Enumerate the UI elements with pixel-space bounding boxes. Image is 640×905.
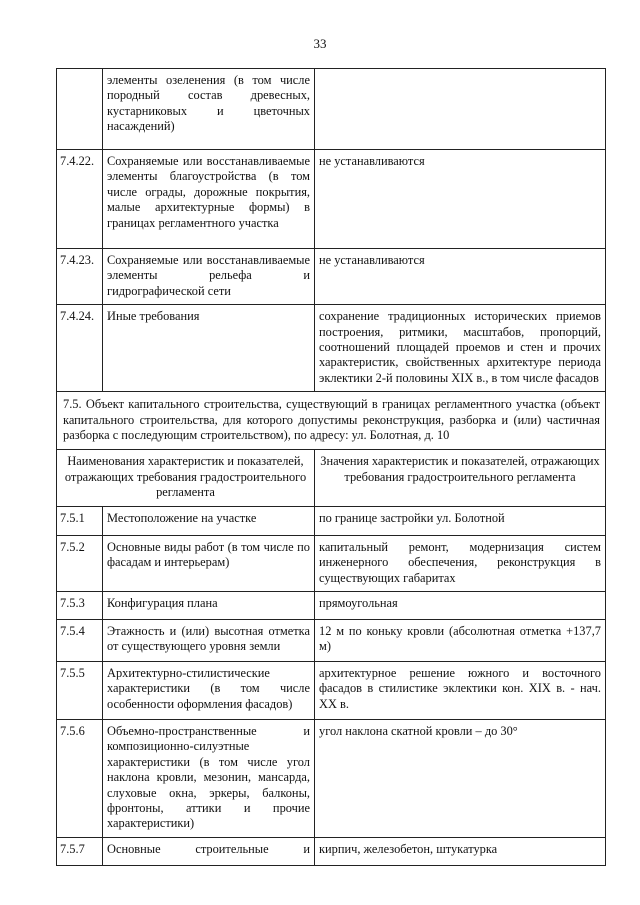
row-value: не устанавливаются <box>315 150 606 249</box>
row-value: капитальный ремонт, модернизация систем инженерного обеспечения, реконструкция в существующих габаритах <box>315 535 606 591</box>
table-row <box>57 661 606 719</box>
table-row <box>57 719 606 837</box>
table-row <box>57 150 606 249</box>
row-name: элементы озеленения (в том числе породный состав древесных, кустарниковых и цветочных насаждений) <box>103 69 315 150</box>
row-value: кирпич, железобетон, штукатурка <box>315 837 606 865</box>
row-value: угол наклона скатной кровли – до 30° <box>315 719 606 837</box>
row-number: 7.5.1 <box>57 506 103 535</box>
row-number: 7.5.5 <box>57 661 103 719</box>
row-name: Сохраняемые или восстанавливаемые элементы рельефа и гидрографической сети <box>103 249 315 305</box>
row-name: Иные требования <box>103 305 315 392</box>
page-number: 33 <box>313 36 327 51</box>
section-title: 7.5. Объект капитального строительства, существующий в границах регламентного участка (объект капитального строительства, для которого допустимы реконструкция, разборка и (или) частичная разборка с последующим строительством), по адресу: ул. Болотная, д. 10 <box>57 392 606 450</box>
row-value: не устанавливаются <box>315 249 606 305</box>
row-value <box>315 69 606 150</box>
table-row <box>57 69 606 150</box>
row-number: 7.5.7 <box>57 837 103 865</box>
row-name: Конфигурация плана <box>103 591 315 619</box>
row-number <box>57 69 103 150</box>
header-row <box>57 450 606 506</box>
row-number: 7.5.2 <box>57 535 103 591</box>
row-number: 7.5.6 <box>57 719 103 837</box>
table-row <box>57 506 606 535</box>
header-names: Наименования характеристик и показателей, отражающих требования градостроительного регламента <box>57 450 315 506</box>
table-row <box>57 535 606 591</box>
row-name: Этажность и (или) высотная отметка от существующего уровня земли <box>103 619 315 661</box>
row-name: Объемно-пространственные и композиционно-силуэтные характеристики (в том числе угол наклона кровли, мезонин, мансарда, слуховые окна, эркеры, балконы, фронтоны, аттики и прочие характеристики) <box>103 719 315 837</box>
row-name: Сохраняемые или восстанавливаемые элементы благоустройства (в том числе ограды, дорожные покрытия, малые архитектурные формы) в границах регламентного участка <box>103 150 315 249</box>
row-value: 12 м по коньку кровли (абсолютная отметка +137,7 м) <box>315 619 606 661</box>
row-value: сохранение традиционных исторических приемов построения, ритмики, масштабов, пропорций, соотношений площадей проемов и стен и прочих характеристик, свойственных архитектуре периода эклектики 2-й половины XIX в., в том числе фасадов <box>315 305 606 392</box>
row-number: 7.4.23. <box>57 249 103 305</box>
row-number: 7.5.3 <box>57 591 103 619</box>
table-row <box>57 591 606 619</box>
row-value: архитектурное решение южного и восточного фасадов в стилистике эклектики кон. XIX в. - нач. XX в. <box>315 661 606 719</box>
table-row <box>57 837 606 865</box>
row-name: Архитектурно-стилистические характеристики (в том числе особенности оформления фасадов) <box>103 661 315 719</box>
regulation-table <box>56 68 606 866</box>
table-row <box>57 305 606 392</box>
section-row <box>57 392 606 450</box>
row-name: Местоположение на участке <box>103 506 315 535</box>
row-name: Основные строительные и <box>103 837 315 865</box>
row-value: по границе застройки ул. Болотной <box>315 506 606 535</box>
row-number: 7.4.24. <box>57 305 103 392</box>
row-name: Основные виды работ (в том числе по фасадам и интерьерам) <box>103 535 315 591</box>
header-values: Значения характеристик и показателей, отражающих требования градостроительного регламента <box>315 450 606 506</box>
table-row <box>57 249 606 305</box>
row-number: 7.5.4 <box>57 619 103 661</box>
table-row <box>57 619 606 661</box>
row-number: 7.4.22. <box>57 150 103 249</box>
row-value: прямоугольная <box>315 591 606 619</box>
